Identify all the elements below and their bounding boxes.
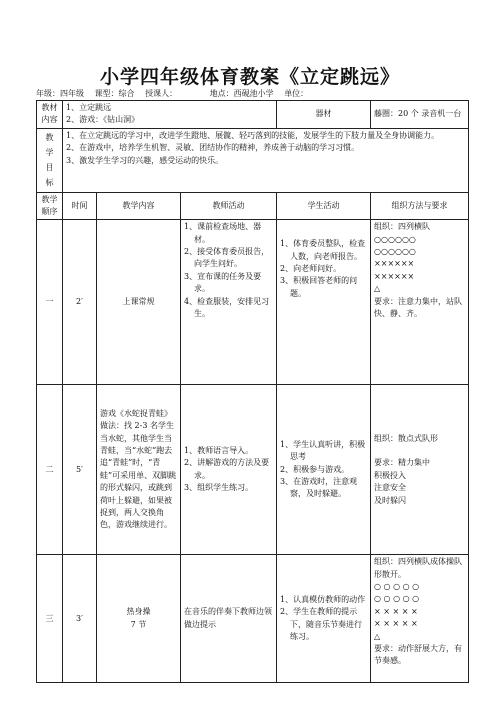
page-title: 小学四年级体育教案《立定跳远》: [99, 66, 400, 88]
list-item: 2、学生在教师的提示下，随音乐节奏进行练习。: [280, 607, 363, 642]
header-row: [37, 192, 469, 220]
row-org: 组织：四列横队 ○○○○○○ ○○○○○○ ×××××× ×××××× △ 要求：注意力集中，站队快、静、齐。: [371, 220, 469, 385]
row-org: 组织：四列横队成体操队形散开。 ○ ○ ○ ○ ○ ○ ○ ○ ○ ○ × × × × × × × × × × △ 要求：动作舒展大方，有节奏感。: [371, 555, 469, 683]
list-item: 在音乐的伴奏下教师边领做边提示: [184, 607, 272, 629]
list-item: 2、积极参与游戏。: [280, 464, 350, 474]
lesson-plan-table: [36, 100, 469, 683]
meta-lesson-type: 课型：综合: [94, 89, 135, 98]
row-time: 3′: [63, 555, 97, 683]
objective-items: [63, 128, 469, 192]
equipment-value: 藤圈：20 个 录音机一台: [371, 101, 469, 129]
content-label: 教材 内容: [37, 101, 63, 129]
list-item: 1、体育委员整队，检查人数，向老师报告。: [280, 239, 366, 261]
row-order: 二: [37, 385, 63, 555]
header-org: 组织方法与要求: [371, 192, 469, 220]
table-row: [37, 555, 469, 683]
list-item: 1、认真模仿教师的动作: [280, 595, 366, 605]
meta-unit: 单位：: [284, 89, 309, 98]
row-order: 三: [37, 555, 63, 683]
header-student: 学生活动: [277, 192, 371, 220]
row-student: [277, 385, 371, 555]
list-item: 1、教师语言导入。: [184, 446, 254, 456]
row-order: 一: [37, 220, 63, 385]
row-content: 游戏《水蛇捉青蛙》 做法：找 2-3 名学生当水蛇，其他学生当青蛙，当“水蛇”跑去追“青蛙”时，“青蛙”可采用单、双脚跳的形式躲闪，或跳到荷叶上躲避，如果被捉到，两人交换角色，游戏继续进行。: [97, 385, 181, 555]
content-item: 2、游戏：《钻山洞》: [66, 115, 140, 125]
row-teacher: [181, 220, 277, 385]
row-teacher: [181, 555, 277, 683]
list-item: 3、积极回答老师的问题。: [280, 276, 358, 298]
header-content: 教学内容: [97, 192, 181, 220]
row-time: 2′: [63, 220, 97, 385]
list-item: 4、检查服装，安排见习生。: [184, 296, 270, 319]
row-content: 上课常规: [97, 220, 181, 385]
row-teacher: [181, 385, 277, 555]
row-org: 组织：散点式队形 要求：精力集中 积极投入 注意安全 及时躲闪: [371, 385, 469, 555]
table-row: [37, 385, 469, 555]
row-student: [277, 555, 371, 683]
objective-item: 1、在立定跳远的学习中，改进学生蹬地、展髋、轻巧落到的技能，发展学生的下肢力量及全身协调能力。: [66, 130, 440, 140]
objective-item: 2、在游戏中，培养学生机智、灵敏、团结协作的精神，养成善于动脑的学习习惯。: [66, 143, 360, 153]
header-order: 教学 顺序: [37, 192, 63, 220]
header-time: 时间: [63, 192, 97, 220]
content-items: [63, 101, 277, 129]
list-item: 2、接受体育委员报告，向学生问好。: [184, 247, 270, 269]
header-teacher: 教师活动: [181, 192, 277, 220]
meta-grade: 年级：四年级: [36, 89, 84, 98]
row-time: 5′: [63, 385, 97, 555]
list-item: 1、学生认真听讲，积极思考: [280, 439, 366, 462]
row-student: [277, 220, 371, 385]
row-content: 热身操 7 节: [97, 555, 181, 683]
list-item: 2、向老师问好。: [280, 264, 342, 274]
lesson-meta: [36, 88, 476, 99]
content-item: 1、立定跳远: [66, 103, 112, 112]
list-item: 3、组织学生练习。: [184, 483, 254, 493]
objective-item: 3、激发学生学习的兴趣，感受运动的快乐。: [66, 155, 224, 165]
objective-label: 教 学 目 标: [37, 128, 63, 192]
meta-place: 地点：西硯池小学: [209, 89, 274, 98]
list-item: 2、讲解游戏的方法及要求。: [184, 458, 270, 480]
list-item: 3、宣布课的任务及要求。: [184, 271, 262, 294]
list-item: 3、在游戏时，注意观察，及时躲避。: [280, 477, 358, 499]
equipment-label: 器材: [277, 101, 371, 129]
objective-row: [37, 128, 469, 192]
list-item: 1、课前检查场地、器材。: [184, 222, 262, 244]
table-row: [37, 220, 469, 385]
meta-teacher: 授课人：: [145, 89, 178, 98]
content-row: [37, 101, 469, 129]
